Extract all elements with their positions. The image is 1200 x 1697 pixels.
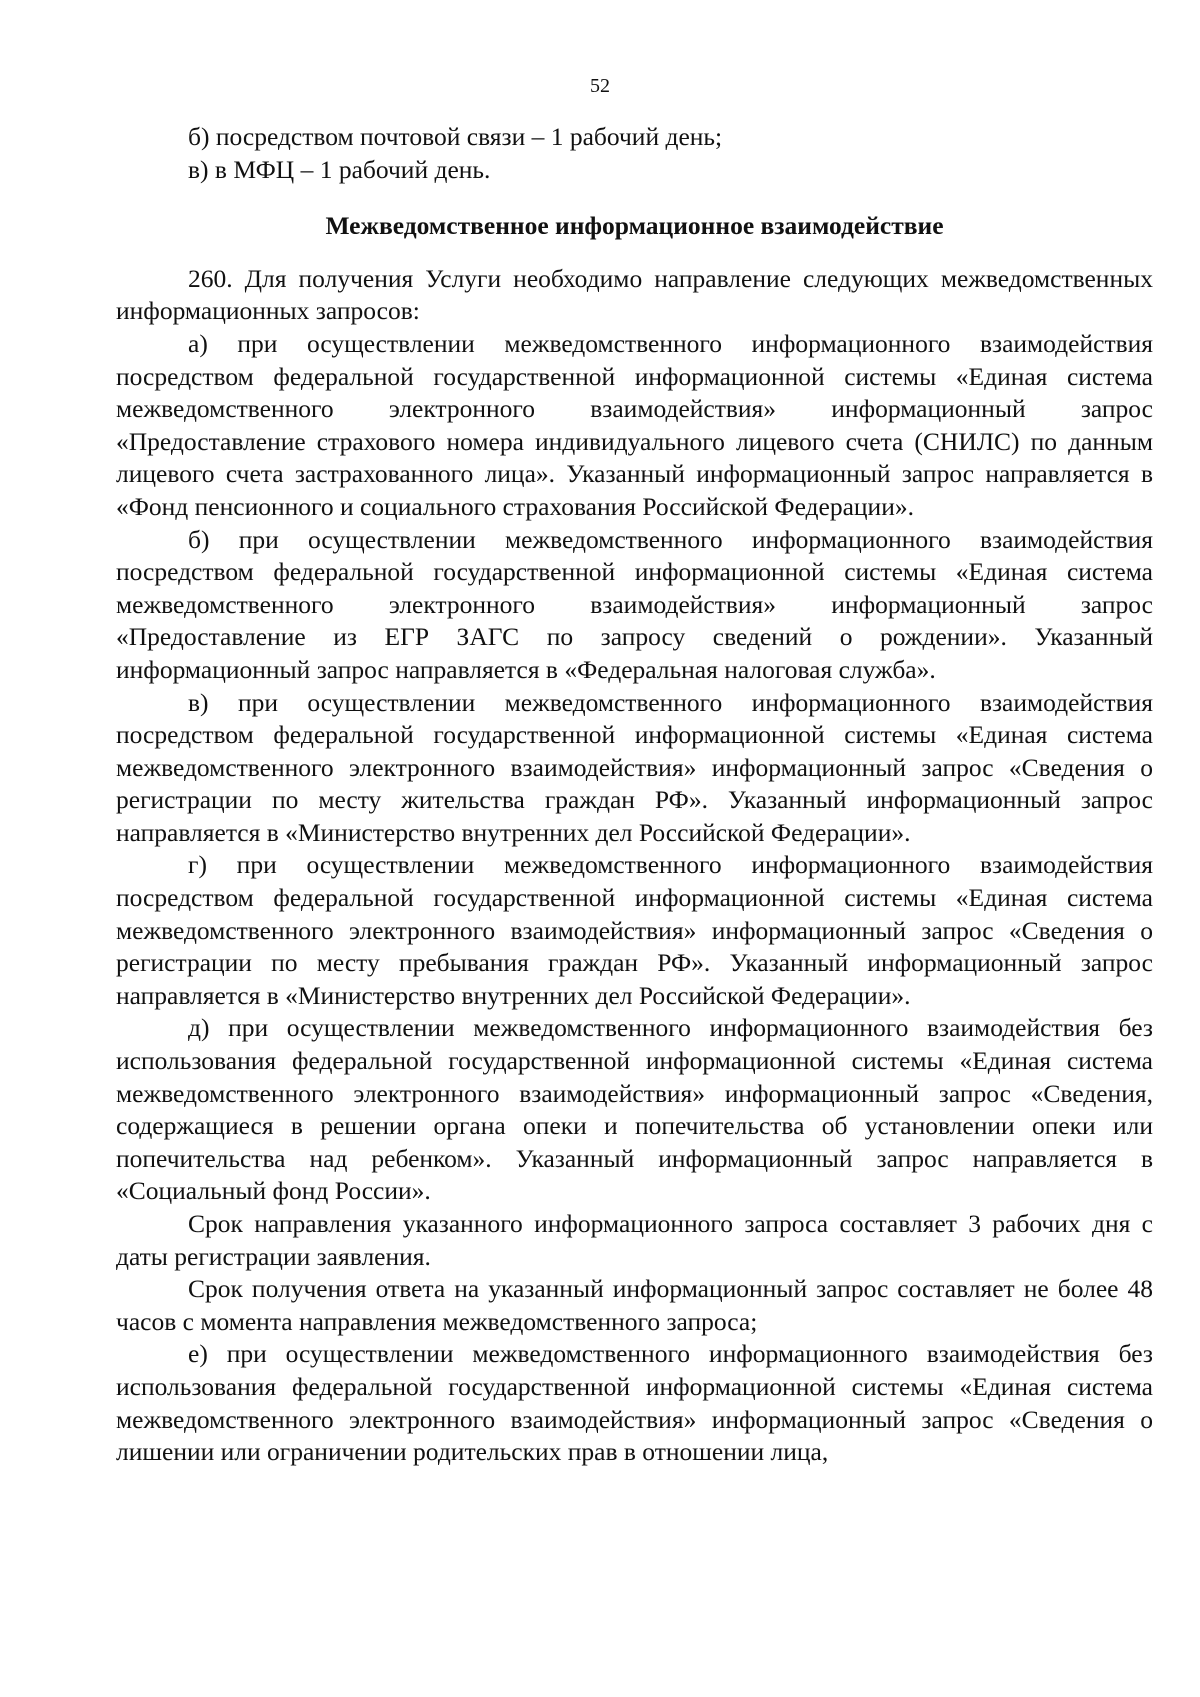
delivery-term-post: б) посредством почтовой связи – 1 рабочий день; — [188, 122, 723, 151]
paragraph-send-deadline: Срок направления указанного информационного запроса составляет 3 рабочих дня с даты регистрации заявления. — [116, 1209, 1153, 1271]
page-number: 52 — [590, 75, 610, 97]
paragraph-item-b: б) при осуществлении межведомственного информационного взаимодействия посредством федеральной государственной информационной системы «Единая система межведомственного электронного взаимодействия» информационный запрос «Предоставление из ЕГР ЗАГС по запросу сведений о рождении». Указанный информационный запрос направляется в «Федеральная налоговая служба». — [116, 524, 1153, 684]
section-heading: Межведомственное информационное взаимодействие — [325, 211, 944, 241]
paragraph-response-deadline: Срок получения ответа на указанный информационный запрос составляет не более 48 часов с момента направления межведомственного запроса; — [116, 1274, 1153, 1336]
delivery-term-mfc: в) в МФЦ – 1 рабочий день. — [188, 154, 491, 184]
paragraph-item-g: г) при осуществлении межведомственного информационного взаимодействия посредством федеральной государственной информационной системы «Единая система межведомственного электронного взаимодействия» информационный запрос «Сведения о регистрации по месту пребывания граждан РФ». Указанный информационный запрос направляется в «Министерство внутренних дел Российской Федерации». — [116, 850, 1153, 1010]
paragraph-item-d: д) при осуществлении межведомственного информационного взаимодействия без использования федеральной государственной информационной системы «Единая система межведомственного электронного взаимодействия» информационный запрос «Сведения, содержащиеся в решении органа опеки и попечительства об установлении опеки или попечительства над ребенком». Указанный информационный запрос направляется в «Социальный фонд России». — [116, 1013, 1153, 1206]
paragraph-item-v: в) при осуществлении межведомственного информационного взаимодействия посредством федеральной государственной информационной системы «Единая система межведомственного электронного взаимодействия» информационный запрос «Сведения о регистрации по месту жительства граждан РФ». Указанный информационный запрос направляется в «Министерство внутренних дел Российской Федерации». — [116, 687, 1153, 847]
paragraph-item-a: а) при осуществлении межведомственного информационного взаимодействия посредством федеральной государственной информационной системы «Единая система межведомственного электронного взаимодействия» информационный запрос «Предоставление страхового номера индивидуального лицевого счета (СНИЛС) по данным лицевого счета застрахованного лица». Указанный информационный запрос направляется в «Фонд пенсионного и социального страхования Российской Федерации». — [116, 328, 1153, 521]
paragraph-item-e: е) при осуществлении межведомственного информационного взаимодействия без использования федеральной государственной информационной системы «Единая система межведомственного электронного взаимодействия» информационный запрос «Сведения о лишении или ограничении родительских прав в отношении лица, — [116, 1339, 1153, 1467]
paragraph-260: 260. Для получения Услуги необходимо направление следующих межведомственных информационных запросов: — [116, 263, 1153, 326]
document-body — [116, 121, 1153, 1469]
